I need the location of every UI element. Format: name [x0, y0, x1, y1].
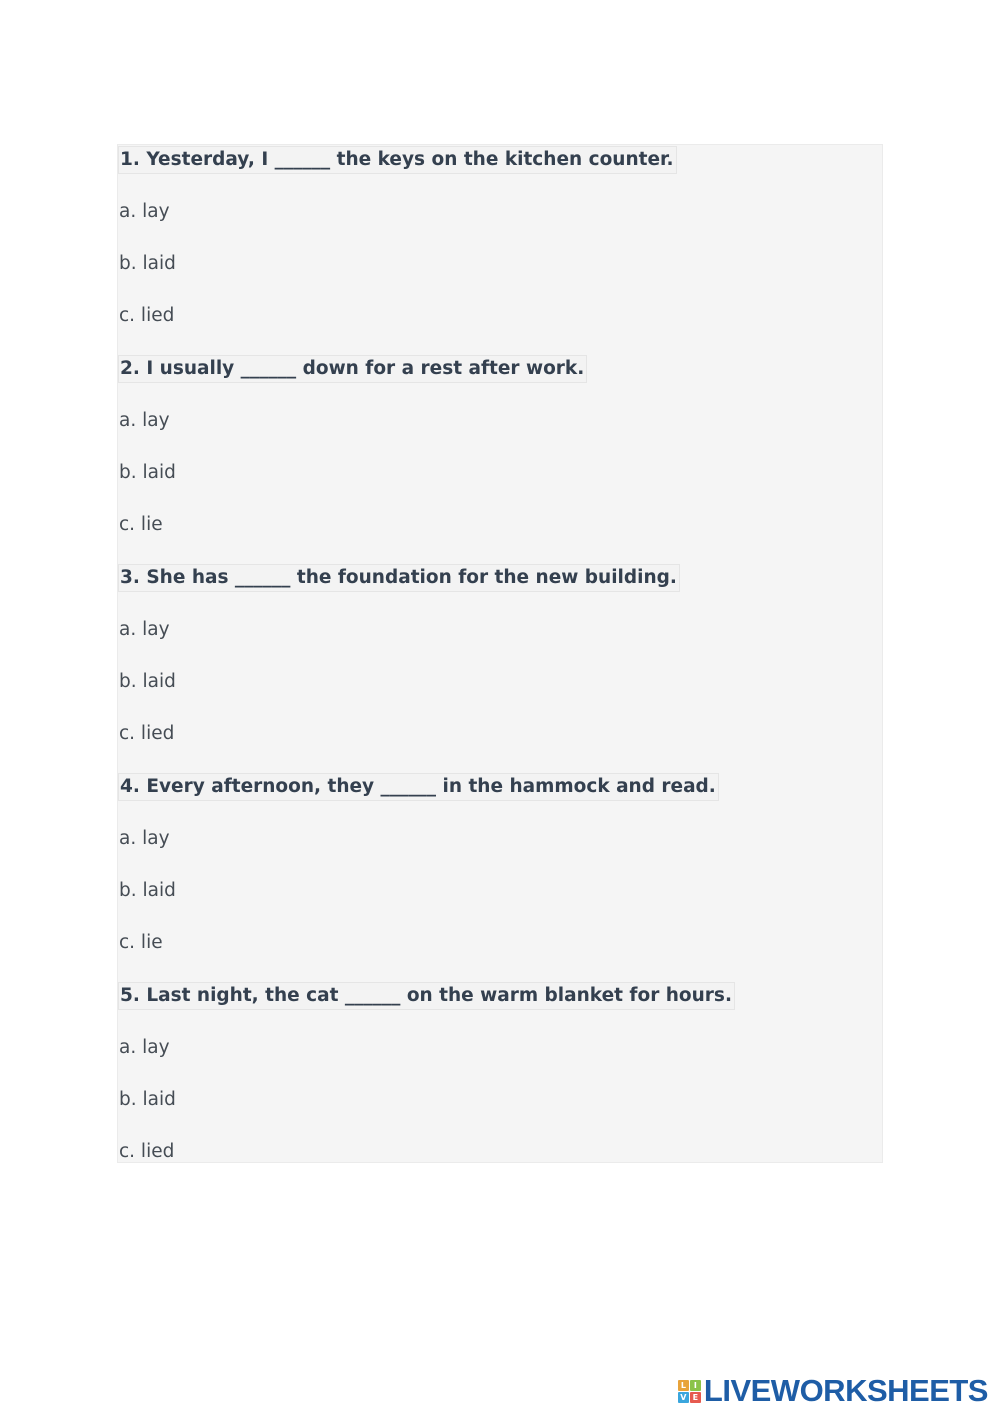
option-b[interactable]: b. laid	[119, 671, 176, 692]
logo-mark-icon	[678, 1380, 701, 1403]
option-c[interactable]: c. lied	[119, 723, 175, 744]
option-a[interactable]: a. lay	[119, 201, 170, 222]
option-a[interactable]: a. lay	[119, 828, 170, 849]
option-b[interactable]: b. laid	[119, 880, 176, 901]
question-text: 4. Every afternoon, they ______ in the hammock and read.	[118, 773, 719, 801]
logo-mark-cell: E	[690, 1392, 701, 1403]
worksheet-panel	[117, 144, 883, 1163]
question-text: 3. She has ______ the foundation for the new building.	[118, 564, 680, 592]
option-c[interactable]: c. lie	[119, 932, 163, 953]
liveworksheets-logo	[678, 1374, 988, 1408]
logo-mark-cell: I	[690, 1380, 701, 1391]
option-c[interactable]: c. lied	[119, 305, 175, 326]
question-text: 2. I usually ______ down for a rest after work.	[118, 355, 587, 383]
option-b[interactable]: b. laid	[119, 1089, 176, 1110]
option-a[interactable]: a. lay	[119, 1037, 170, 1058]
option-b[interactable]: b. laid	[119, 462, 176, 483]
question-text: 5. Last night, the cat ______ on the warm blanket for hours.	[118, 982, 735, 1010]
option-a[interactable]: a. lay	[119, 410, 170, 431]
logo-text: LIVEWORKSHEETS	[703, 1373, 988, 1408]
logo-mark-cell: V	[678, 1392, 689, 1403]
question-text: 1. Yesterday, I ______ the keys on the kitchen counter.	[118, 146, 677, 174]
logo-mark-cell: L	[678, 1380, 689, 1391]
option-b[interactable]: b. laid	[119, 253, 176, 274]
option-c[interactable]: c. lie	[119, 514, 163, 535]
option-a[interactable]: a. lay	[119, 619, 170, 640]
option-c[interactable]: c. lied	[119, 1141, 175, 1162]
